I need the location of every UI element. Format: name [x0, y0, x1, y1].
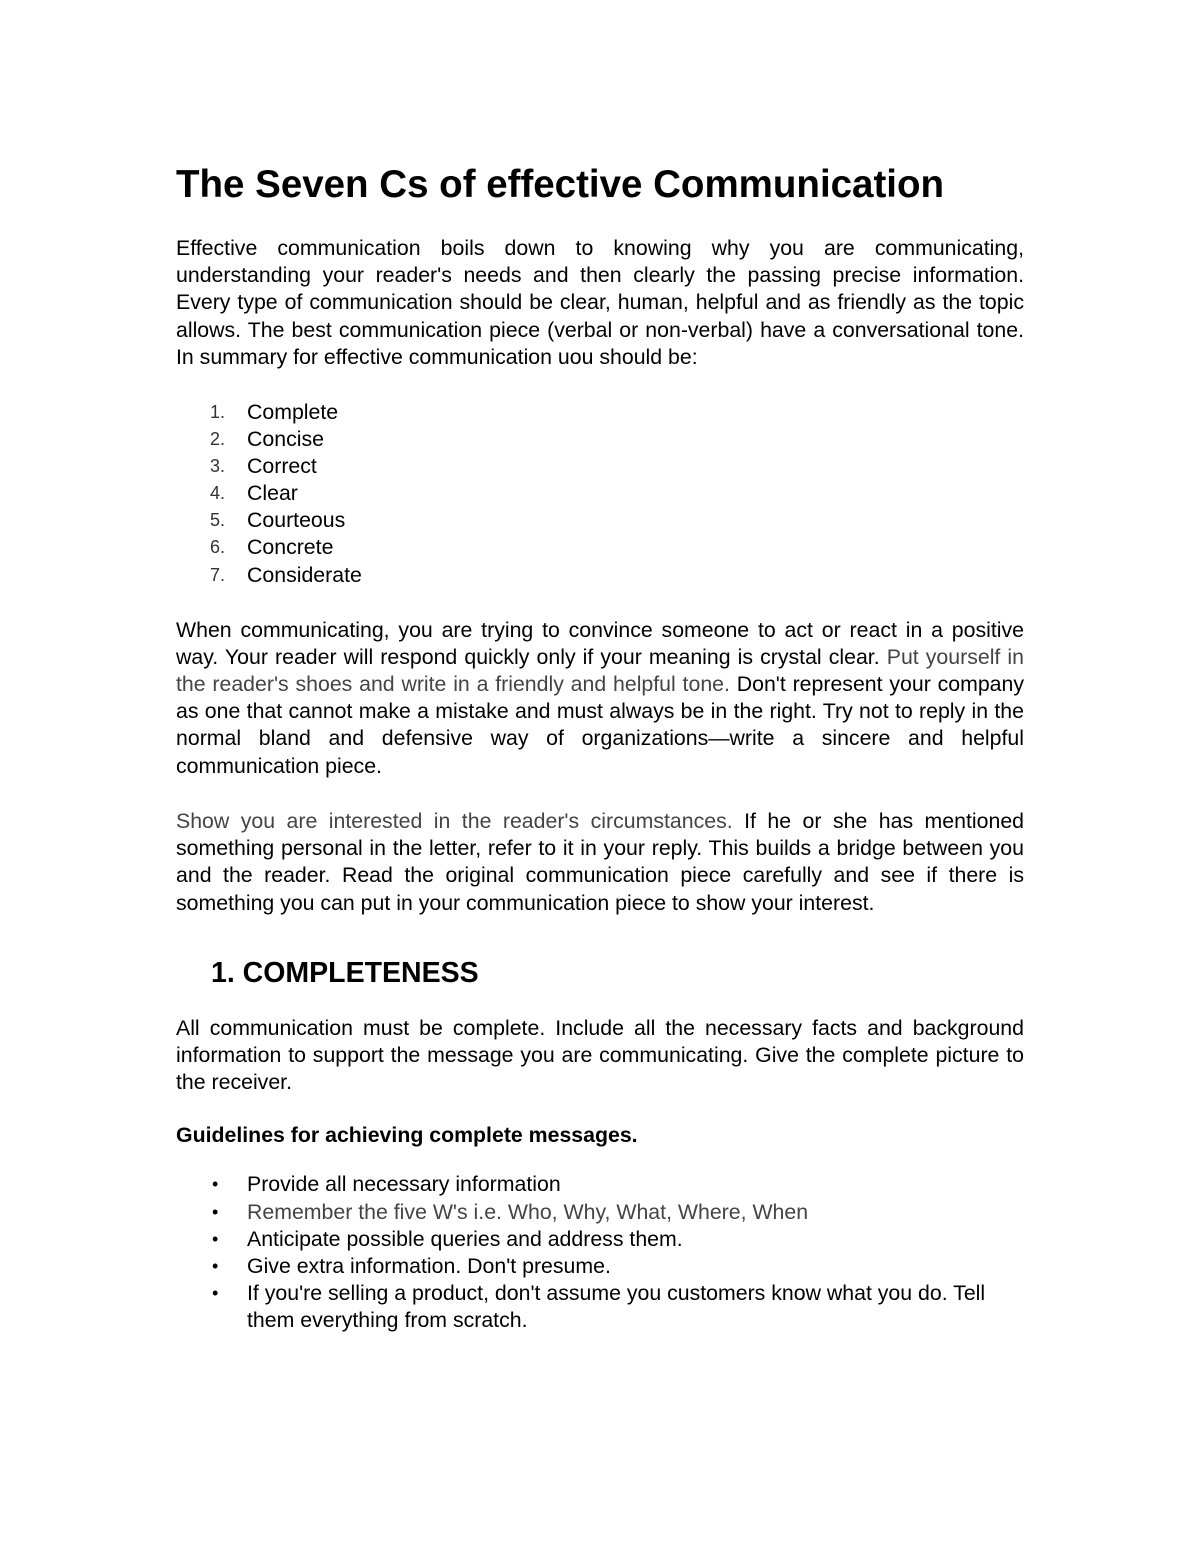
list-number: 2.	[210, 429, 226, 450]
guideline-text: Provide all necessary information	[247, 1172, 561, 1197]
guideline-text: Give extra information. Don't presume.	[247, 1253, 611, 1278]
persuasion-text-2: Put yourself in the reader's shoes and write in a friendly and helpful tone.	[176, 644, 1025, 697]
seven-cs-list	[176, 399, 1024, 589]
list-item	[176, 1280, 1024, 1334]
intro-paragraph: Effective communication boils down to knowing why you are communicating, understanding your reader's needs and then clearly the passing precise information. Every type of communication should be clear, human, helpful and as friendly as the topic allows. The best communication piece (verbal or non-verbal) have a conversational tone. In summary for effective communication uou should be:	[176, 236, 1024, 369]
guideline-text: Anticipate possible queries and address them.	[247, 1226, 683, 1251]
list-item-label: Concise	[247, 427, 324, 452]
guideline-text: If you're selling a product, don't assume you customers know what you do. Tell them everything from scratch.	[247, 1281, 986, 1333]
list-number: 7.	[210, 564, 226, 585]
list-number: 5.	[210, 510, 226, 531]
list-item	[176, 1253, 1024, 1280]
list-number: 6.	[210, 537, 226, 558]
list-item	[176, 453, 1024, 480]
interest-paragraph	[176, 808, 1024, 917]
list-item	[176, 1199, 1024, 1226]
list-number: 1.	[210, 402, 226, 423]
section-heading-completeness: 1. COMPLETENESS	[211, 956, 479, 989]
interest-text-1: Show you are interested in the reader's circumstances.	[176, 808, 733, 833]
bullet-icon: •	[212, 1201, 219, 1222]
list-item	[176, 480, 1024, 507]
list-item-label: Correct	[247, 454, 317, 479]
list-item-label: Complete	[247, 400, 339, 425]
list-item	[176, 534, 1024, 561]
list-item-label: Courteous	[247, 508, 346, 533]
persuasion-text-1: When communicating, you are trying to convince someone to act or react in a positive way. Your reader will respond quickly only if your meaning is crystal clear.	[176, 617, 1024, 669]
bullet-icon: •	[212, 1283, 219, 1304]
list-item	[176, 507, 1024, 534]
list-number: 3.	[210, 456, 226, 477]
list-item	[176, 562, 1024, 589]
guidelines-heading: Guidelines for achieving complete messages.	[176, 1123, 638, 1148]
guidelines-list	[176, 1171, 1024, 1334]
list-item	[176, 1226, 1024, 1253]
document-page	[176, 160, 1024, 1335]
interest-text-2: If he or she has mentioned something personal in the letter, refer to it in your reply. This builds a bridge between you and the reader. Read the original communication piece carefully and see if there is something you can put in your communication piece to show your interest.	[176, 808, 1025, 915]
document-title: The Seven Cs of effective Communication	[176, 163, 945, 206]
list-item-label: Concrete	[247, 535, 334, 560]
bullet-icon: •	[212, 1174, 219, 1195]
list-number: 4.	[210, 483, 226, 504]
list-item	[176, 426, 1024, 453]
list-item-label: Clear	[247, 481, 298, 506]
completeness-paragraph: All communication must be complete. Include all the necessary facts and background information to support the message you are communicating. Give the complete picture to the receiver.	[176, 1015, 1024, 1095]
list-item-label: Considerate	[247, 562, 362, 587]
bullet-icon: •	[212, 1228, 219, 1249]
list-item	[176, 399, 1024, 426]
bullet-icon: •	[212, 1255, 219, 1276]
persuasion-paragraph	[176, 617, 1024, 780]
list-item	[176, 1171, 1024, 1198]
guideline-text: Remember the five W's i.e. Who, Why, What, Where, When	[247, 1199, 809, 1224]
persuasion-text-3: Don't represent your company as one that cannot make a mistake and must always be in the right. Try not to reply in the normal bland and defensive way of organizations—write a sincere and helpful communication piece.	[176, 672, 1024, 778]
